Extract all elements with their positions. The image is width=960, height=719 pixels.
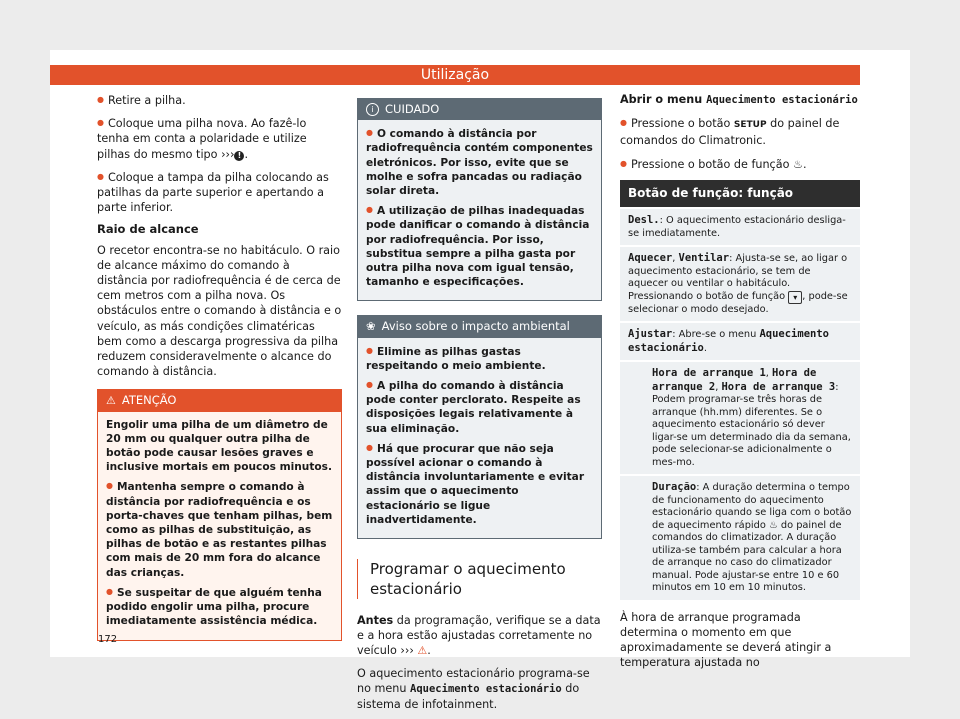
table-row: Duração: A duração determina o tempo de funcionamento do aquecimento estacionário quando se liga com o botão de aquecimento rápido ♨ do painel de comandos do climatizador. A duração utiliza-se também para calcular a hora de arranque no caso do climatizador manual. Pode ajustar-se entre 10 e 60 minutos em 10 em 10 minutos. bbox=[620, 474, 860, 600]
chapter-header: Utilização bbox=[50, 65, 860, 85]
caution-box bbox=[357, 98, 602, 301]
env-bullet-2: ● A pilha do comando à distância pode conter perclorato. Respeite as disposições legais relativamente à sua eliminação. bbox=[366, 378, 593, 436]
section-title-program: Programar o aquecimento estacionário bbox=[357, 559, 602, 599]
chevron-down-icon: ▾ bbox=[788, 291, 802, 304]
caution-bullet-1: ● O comando à distância por radiofrequência contém componentes eletrónicos. Por isso, evite que se molhe e sofra pancadas ou radiação solar direta. bbox=[366, 126, 593, 198]
warning-box bbox=[97, 389, 342, 640]
range-title: Raio de alcance bbox=[97, 222, 199, 237]
table-row: Desl.: O aquecimento estacionário desliga-se imediatamente. bbox=[620, 207, 860, 245]
heater-icon: ♨ bbox=[792, 157, 803, 171]
caution-bullet-2: ● A utilização de pilhas inadequadas pode danificar o comando à distância por radiofrequência. Por isso, substitua sempre a pilha gasta por outra pilha nova com igual tensão, tamanho e especificações. bbox=[366, 203, 593, 289]
function-table bbox=[620, 180, 860, 600]
info-circle-icon: i bbox=[366, 103, 379, 116]
environment-header: ❀ Aviso sobre o impacto ambiental bbox=[358, 316, 601, 337]
prog-paragraph-2: O aquecimento estacionário programa-se no menu Aquecimento estacionário do sistema de infotainment. bbox=[357, 666, 590, 712]
bullet-remove-battery: ● Retire a pilha. bbox=[97, 92, 342, 108]
prog-paragraph-1: Antes da programação, verifique se a data e a hora estão ajustadas corretamente no veículo ››› ⚠. bbox=[357, 614, 601, 658]
warning-triangle-icon: ⚠ bbox=[417, 644, 428, 658]
page-number: 172 bbox=[98, 634, 118, 645]
table-row: Aquecer, Ventilar: Ajusta-se se, ao ligar o aquecimento estacionário, se tem de aquecer ou ventilar o habitáculo. Pressionando o botão de função ▾ , pode-se selecionar o modo desejado. bbox=[620, 245, 860, 321]
environment-body bbox=[358, 338, 601, 538]
warning-body bbox=[98, 412, 341, 640]
open-menu-heading: Abrir o menu Aquecimento estacionário bbox=[620, 93, 858, 106]
env-bullet-3: ● Há que procurar que não seja possível acionar o comando à distância involuntariamente e evitar assim que o aquecimento estacionário se ligue inadvertidamente. bbox=[366, 441, 593, 527]
table-header: Botão de função: função bbox=[620, 180, 860, 207]
warning-bullet-1: ● Mantenha sempre o comando à distância por radiofrequência e os porta-chaves que tenham pilhas, bem como as pilhas de substituição, as pilhas de botão e as restantes pilhas com mais de 20 mm fora do alcance das crianças. bbox=[106, 479, 333, 579]
bullet-cover: ● Coloque a tampa da pilha colocando as patilhas da parte superior e apertando a parte inferior. bbox=[97, 169, 342, 216]
table-row: Hora de arranque 1, Hora de arranque 2, Hora de arranque 3: Podem programar-se três horas de arranque (hh.mm) diferentes. Se o aquecimento estacionário só dever ligar-se um determinado dia da semana, pode selecionar-se adicionalmente o mes-mo. bbox=[620, 360, 860, 474]
caution-body bbox=[358, 120, 601, 300]
bullet-setup: ● Pressione o botão SETUP do painel de comandos do Climatronic. bbox=[620, 115, 860, 148]
setup-button-icon: SETUP bbox=[733, 120, 767, 131]
range-text: O recetor encontra-se no habitáculo. O raio de alcance máximo do comando à distância por radiofrequência é de cerca de cem metros com a pilha nova. Os obstáculos entre o comando à distância e o veículo, as más condições climatéricas bem como a descarga progressiva da pilha reduzem consideravelmente o alcance do comando à distância. bbox=[97, 243, 342, 379]
env-bullet-1: ● Elimine as pilhas gastas respeitando o meio ambiente. bbox=[366, 344, 593, 373]
warning-bullet-2: ● Se suspeitar de que alguém tenha podido engolir uma pilha, procure imediatamente assistência médica. bbox=[106, 585, 333, 629]
table-row: Ajustar: Abre-se o menu Aquecimento estacionário. bbox=[620, 321, 860, 360]
heater-icon: ♨ bbox=[768, 519, 778, 531]
environment-box bbox=[357, 315, 602, 539]
warning-header: ⚠ ATENÇÃO bbox=[98, 390, 341, 411]
bullet-function: ● Pressione o botão de função ♨. bbox=[620, 156, 860, 172]
closing-paragraph: À hora de arranque programada determina o momento em que aproximadamente se deverá atingir a temperatura ajustada no bbox=[620, 610, 832, 670]
column-1 bbox=[97, 92, 342, 641]
bullet-new-battery: ● Coloque uma pilha nova. Ao fazê-lo tenha em conta a polaridade e utilize pilhas do mesmo tipo ››› ! . bbox=[97, 115, 342, 162]
info-icon: ! bbox=[234, 151, 244, 161]
column-3 bbox=[620, 92, 860, 677]
leaf-icon: ❀ bbox=[366, 319, 376, 334]
column-2 bbox=[357, 92, 602, 719]
warning-intro: Engolir uma pilha de um diâmetro de 20 mm ou qualquer outra pilha de botão pode causar lesões graves e inclusive mortais em poucos minutos. bbox=[106, 418, 333, 474]
warning-triangle-icon: ⚠ bbox=[106, 394, 116, 408]
caution-header: i CUIDADO bbox=[358, 99, 601, 120]
